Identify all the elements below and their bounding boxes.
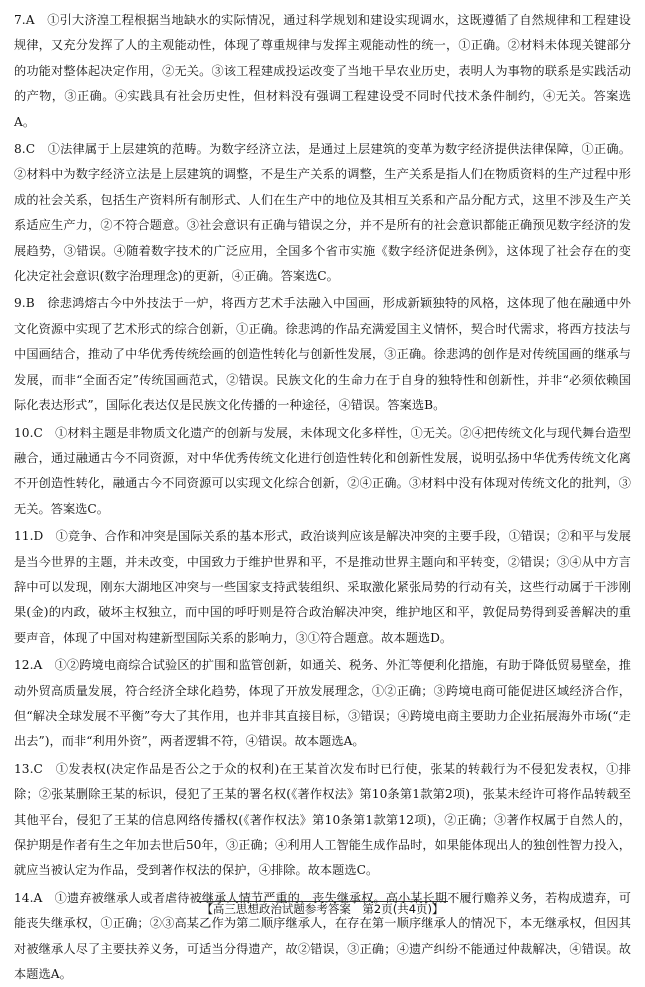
- answer-8: [14, 137, 631, 289]
- answer-text: 11.D ①竞争、合作和冲突是国际关系的基本形式，政治谈判应该是解决冲突的主要手段，①错误；②和平与发展是当今世界的主题，并未改变，中国致力于维护世界和平，不是推动世界主题向和平转变，②错误；③④从中方言辞中可以发现，刚东大湖地区冲突与一些国家支持武装组织、采取激化紧张局势的行动有关，这些行动属于干涉刚果(金)的内政，破坏主权独立，而中国的呼吁则是符合政治解决冲突，维护地区和平，敦促局势得到妥善解决的重要声音，体现了中国对构建新型国际关系的影响力，③①符合题意。故本题选D。: [14, 529, 631, 645]
- answer-text: 12.A ①②跨境电商综合试验区的扩围和监管创新，如通关、税务、外汇等便利化措施，有助于降低贸易壁垒，推动外贸高质量发展，符合经济全球化趋势，体现了开放发展理念，①②正确；③跨境电商可能促进区域经济合作，但“解决全球发展不平衡”夸大了其作用，也并非其直接目标，③错误；④跨境电商主要助力企业拓展海外市场(“走出去”)，而非“利用外资”，两者逻辑不符，④错误。故本题选A。: [14, 658, 631, 749]
- answer-text: 10.C ①材料主题是非物质文化遗产的创新与发展，未体现文化多样性，①无关。②④把传统文化与现代舞台造型融合，通过融通古今不同资源，对中华优秀传统文化进行创造性转化和创新性发展，说明弘扬中华优秀传统文化离不开创造性转化，融通古今不同资源可以实现文化综合创新，②④正确。③材料中没有体现对传统文化的批判，③无关。答案选C。: [14, 425, 631, 516]
- answer-text: 7.A ①引大济湟工程根据当地缺水的实际情况，通过科学规划和建设实现调水，这既遵循了自然规律和工程建设规律，又充分发挥了人的主观能动性，体现了尊重规律与发挥主观能动性的统一，①正确。②材料未体现关键部分的功能对整体起决定作用，②无关。③该工程建成投运改变了当地干旱农业历史，表明人为事物的联系是实践活动的产物，③正确。④实践具有社会历史性，但材料没有强调工程建设受不同时代技术条件制约，④无关。答案选A。: [14, 13, 631, 129]
- answer-10: [14, 421, 631, 523]
- footer-text: 【高三思想政治试题参考答案 第2页(共4页)】: [197, 901, 447, 916]
- page-footer: [0, 901, 645, 917]
- answer-text: 9.B 徐悲鸿熔古今中外技法于一炉，将西方艺术手法融入中国画，形成新颖独特的风格，这体现了他在融通中外文化资源中实现了艺术形式的综合创新，①正确。徐悲鸿的作品充满爱国主义情怀，契合时代需求，将西方技法与中国画结合，推动了中华优秀传统绘画的创造性转化与创新性发展，③正确。徐悲鸿的创作是对传统国画的继承与发展，而非“全面否定”传统国画范式，②错误。民族文化的生命力在于自身的独特性和创新性，并非“必须依赖国际化表达形式”，国际化表达仅是民族文化传播的一种途径，④错误。答案选B。: [14, 296, 631, 413]
- answer-12: [14, 653, 631, 755]
- answer-text: 14.A ①遗弃被继承人或者虐待被继承人情节严重的，丧失继承权。高小某长期不履行赡养义务，若构成遗弃，可能丧失继承权，①正确；②③高某乙作为第二顺序继承人，在存在第一顺序继承人的情况下，本无继承权，但因其对被继承人尽了主要扶养义务，可适当分得遗产，故②错误，③正确；④遗产纠纷不能通过仲裁解决，④错误。故本题选A。: [14, 890, 631, 982]
- answer-11: [14, 524, 631, 651]
- answer-7: [14, 8, 631, 135]
- answer-text: 13.C ①发表权(决定作品是否公之于众的权利)在王某首次发布时已行使，张某的转载行为不侵犯发表权，①排除；②张某删除王某的标识，侵犯了王某的署名权(《著作权法》第10条第1款第2项)，张某未经许可将作品转载至其他平台，侵犯了王某的信息网络传播权(《著作权法》第10条第1款第12项)，②正确；③著作权属于自然人的，保护期是作者有生之年加去世后50年，③正确；④利用人工智能生成作品时，如果能体现出人的独创性智力投入，就应当被认定为作品，受到著作权法的保护，④排除。故本题选C。: [14, 761, 631, 878]
- answer-13: [14, 757, 631, 884]
- answer-9: [14, 291, 631, 418]
- answer-text: 8.C ①法律属于上层建筑的范畴。为数字经济立法，是通过上层建筑的变革为数字经济提供法律保障，①正确。②材料中为数字经济立法是上层建筑的调整，不是生产关系的调整，生产关系是指人们在物质资料的生产过程中形成的社会关系，包括生产资料所有制形式、人们在生产中的地位及其相互关系和产品分配方式，这里不涉及生产关系适应生产力，②不符合题意。③社会意识有正确与错误之分，并不是所有的社会意识都能正确预见数字经济的发展趋势，③错误。④随着数字技术的广泛应用，全国多个省市实施《数字经济促进条例》，这体现了社会存在的变化决定社会意识(数字治理理念)的更新，④正确。答案选C。: [14, 142, 631, 284]
